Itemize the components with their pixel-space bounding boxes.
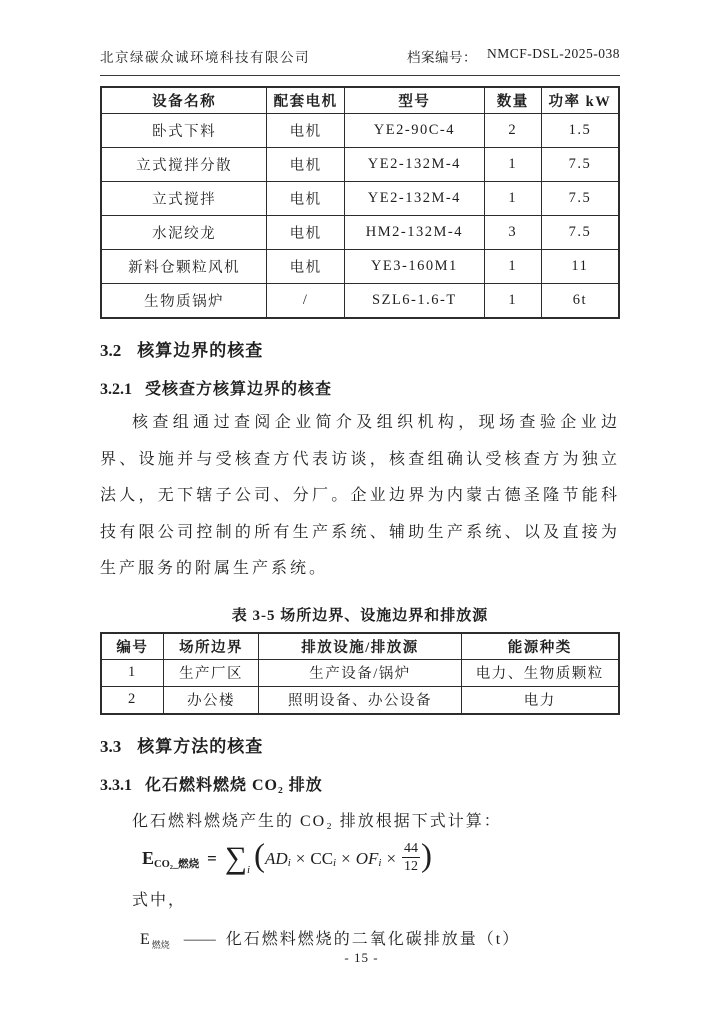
- fraction-numerator: 44: [404, 840, 419, 856]
- equipment-table: [100, 86, 620, 319]
- term-definition: [140, 926, 620, 951]
- definition-symbol: E: [140, 931, 152, 949]
- table-cell: 1.5: [541, 114, 619, 148]
- term-AD-subscript: i: [287, 856, 291, 869]
- col-header-site: 场所边界: [163, 633, 259, 660]
- page-number: - 15 -: [344, 950, 379, 965]
- table-row: [101, 148, 619, 182]
- section-title: 核算方法的核查: [137, 736, 264, 756]
- section-number: 3.2: [100, 341, 122, 360]
- table-cell: SZL6-1.6-T: [344, 284, 484, 319]
- table-cell: 7.5: [541, 182, 619, 216]
- sum-index: i: [246, 863, 251, 876]
- col-header-no: 编号: [101, 633, 163, 660]
- col-header-model: 型号: [344, 87, 484, 114]
- table-cell: 新料仓颗粒风机: [101, 250, 267, 284]
- boundary-paragraph: 核查组通过查阅企业简介及组织机构，现场查验企业边界、设施并与受核查方代表访谈，核查组确认受核查方为独立法人，无下辖子公司、分厂。企业边界为内蒙古德圣隆节能科技有限公司控制的所有生产系统、辅助生产系统、以及直接为生产服务的附属生产系统。: [100, 414, 620, 578]
- table-row: [101, 182, 619, 216]
- table-cell: 电力、生物质颗粒: [461, 659, 619, 686]
- definition-symbol-subscript: 燃烧: [151, 940, 170, 951]
- col-header-device: 设备名称: [101, 87, 267, 114]
- section-heading-3-2: [100, 336, 620, 361]
- archive-number: NMCF-DSL-2025-038: [486, 46, 620, 61]
- table-cell: YE2-132M-4: [344, 148, 484, 182]
- table-cell: 立式搅拌: [101, 182, 267, 216]
- table-cell: 生产设备/锅炉: [259, 659, 461, 686]
- section-heading-3-3: [100, 732, 620, 757]
- section-title: 受核查方核算边界的核查: [145, 381, 333, 398]
- section-title: 化石燃料燃烧 CO₂ 排放: [145, 776, 323, 794]
- table-cell: 电机: [267, 182, 345, 216]
- table-cell: 办公楼: [163, 686, 259, 714]
- term-CC-subscript: i: [333, 856, 337, 869]
- section-number: 3.3: [100, 736, 122, 756]
- open-paren: (: [254, 837, 266, 874]
- section-number: 3.3.1: [100, 776, 132, 794]
- table-cell: 生物质锅炉: [101, 284, 267, 319]
- col-header-power: 功率 kW: [541, 87, 619, 114]
- fraction-44-12: [402, 841, 420, 875]
- table-cell: 立式搅拌分散: [101, 148, 267, 182]
- col-header-energy: 能源种类: [461, 633, 619, 660]
- sum-symbol: ∑: [224, 839, 247, 875]
- table-cell: 电力: [461, 686, 619, 714]
- table-cell: YE2-132M-4: [344, 182, 484, 216]
- co2-combustion-formula: [142, 837, 620, 876]
- formula-intro: 化石燃料燃烧产生的 CO₂ 排放根据下式计算：: [132, 812, 502, 830]
- definition-dash: ——: [183, 931, 216, 949]
- col-header-motor: 配套电机: [267, 87, 345, 114]
- table-cell: 电机: [267, 148, 345, 182]
- equals-sign: =: [207, 848, 217, 868]
- col-header-source: 排放设施/排放源: [259, 633, 461, 660]
- table-cell: 卧式下料: [101, 114, 267, 148]
- where-label: 式中，: [132, 892, 187, 910]
- equipment-table-header-row: [101, 87, 619, 114]
- boundary-table-header-row: [101, 633, 619, 660]
- table-cell: 照明设备、办公设备: [259, 686, 461, 714]
- table-cell: YE2-90C-4: [344, 114, 484, 148]
- multiply-sign: ×: [341, 848, 351, 868]
- table-row: [101, 659, 619, 686]
- table-cell: 3: [484, 216, 541, 250]
- table-cell: 电机: [267, 250, 345, 284]
- table-cell: YE3-160M1: [344, 250, 484, 284]
- table-cell: 7.5: [541, 148, 619, 182]
- company-name: 北京绿碳众诚环境科技有限公司: [100, 50, 310, 65]
- table-cell: 水泥绞龙: [101, 216, 267, 250]
- archive-label: 档案编号：: [406, 50, 477, 65]
- close-paren: ): [421, 837, 433, 874]
- table-cell: 11: [541, 250, 619, 284]
- table-cell: HM2-132M-4: [344, 216, 484, 250]
- table-cell: 电机: [267, 216, 345, 250]
- table-row: [101, 114, 619, 148]
- doc-header: [100, 46, 620, 76]
- fraction-denominator: 12: [404, 859, 419, 875]
- formula-lhs-subscript: CO₂_燃烧: [154, 858, 200, 870]
- table-cell: 生产厂区: [163, 659, 259, 686]
- table-cell: 2: [484, 114, 541, 148]
- table-row: [101, 216, 619, 250]
- definition-text: 化石燃料燃烧的二氧化碳排放量（t）: [225, 931, 521, 949]
- table-cell: 1: [484, 148, 541, 182]
- section-heading-3-2-1: [100, 376, 620, 399]
- term-CC: CC: [310, 848, 334, 868]
- section-heading-3-3-1: [100, 772, 620, 795]
- table-cell: /: [267, 284, 345, 319]
- section-number: 3.2.1: [100, 381, 132, 398]
- term-OF-subscript: i: [378, 856, 382, 869]
- table-cell: 2: [101, 686, 163, 714]
- multiply-sign: ×: [386, 848, 397, 868]
- archive-number-group: [407, 46, 620, 66]
- table-row: [101, 284, 619, 319]
- table-cell: 1: [484, 284, 541, 319]
- term-OF: OF: [355, 848, 379, 868]
- multiply-sign: ×: [295, 848, 306, 868]
- formula-lhs: E: [142, 848, 155, 869]
- table-cell: 7.5: [541, 216, 619, 250]
- table-row: [101, 250, 619, 284]
- table-3-5-caption: 表 3-5 场所边界、设施边界和排放源: [231, 607, 489, 624]
- boundary-table: [100, 632, 620, 715]
- term-AD: AD: [265, 848, 288, 868]
- table-cell: 1: [484, 250, 541, 284]
- col-header-qty: 数量: [484, 87, 541, 114]
- table-cell: 电机: [267, 114, 345, 148]
- table-cell: 1: [484, 182, 541, 216]
- table-row: [101, 686, 619, 714]
- table-cell: 1: [101, 659, 163, 686]
- table-cell: 6t: [541, 284, 619, 319]
- section-title: 核算边界的核查: [137, 341, 264, 360]
